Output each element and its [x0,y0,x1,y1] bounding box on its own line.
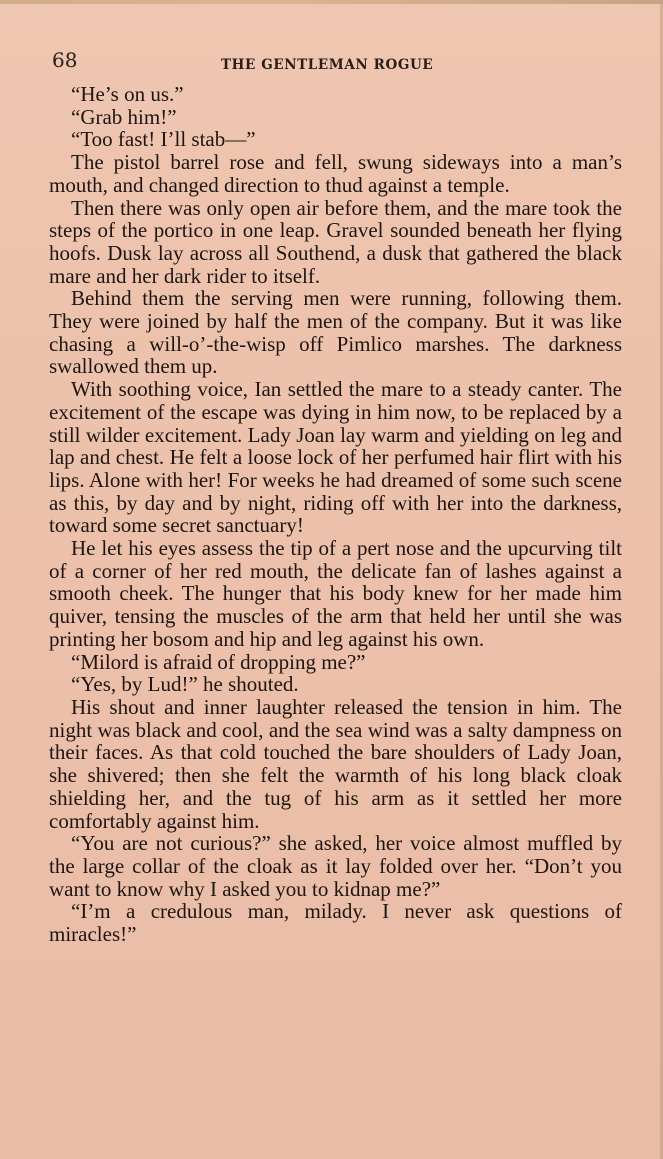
paragraph: “I’m a credulous man, milady. I never ask questions of miracles!” [49,899,622,947]
paragraph: The pistol barrel rose and fell, swung sideways into a man’s mouth, and changed direction to thud against a temple. [49,150,622,197]
paragraph: “He’s on us.” [71,82,184,106]
paragraph: “Too fast! I’ll stab—” [71,127,256,152]
body-text [49,83,622,946]
running-head: THE GENTLEMAN ROGUE [221,57,434,73]
paragraph: With soothing voice, Ian settled the mare to a steady canter. The excitement of the escape was dying in him now, to be replaced by a still wilder excitement. Lady Joan lay warm and yielding on leg and lap and chest. He felt a loose lock of her perfumed hair flirt with his lips. Alone with her! For weeks he had dreamed of some such scene as this, by day and by night, riding off with her into the darkness, toward some secret sanctuary! [49,377,622,538]
paragraph: “Yes, by Lud!” he shouted. [71,672,299,697]
paragraph: Then there was only open air before them, and the mare took the steps of the portico in one leap. Gravel sounded beneath her flying hoofs. Dusk lay across all Southend, a dusk that gathered the black mare and her dark rider to itself. [49,195,622,288]
paragraph: “You are not curious?” she asked, her voice almost muffled by the large collar of the cloak as it lay folded over her. “Don’t you want to know why I asked you to kidnap me?” [49,831,622,901]
paragraph: His shout and inner laughter released the tension in him. The night was black and cool, and the sea wind was a salty dampness on their faces. As that cold touched the bare shoulders of Lady Joan, she shivered; then she felt the warmth of his long black cloak shielding her, and the tug of his arm as it settled her more comfortably against him. [49,694,622,833]
page-number: 68 [52,48,78,72]
paragraph: Behind them the serving men were running, following them. They were joined by half the men of the company. But it was like chasing a will-o’-the-wisp off Pimlico marshes. The darkness swallowed them up. [49,286,622,379]
paragraph: “Milord is afraid of dropping me?” [71,649,366,674]
page-top-edge [0,0,663,4]
paragraph: He let his eyes assess the tip of a pert nose and the upcurving tilt of a corner of her red mouth, the delicate fan of lashes against a smooth cheek. The hunger that his body knew for her made him quiver, tensing the muscles of the arm that held her until she was printing her bosom and hip and leg against his own. [49,536,622,651]
paragraph: “Grab him!” [71,104,177,129]
